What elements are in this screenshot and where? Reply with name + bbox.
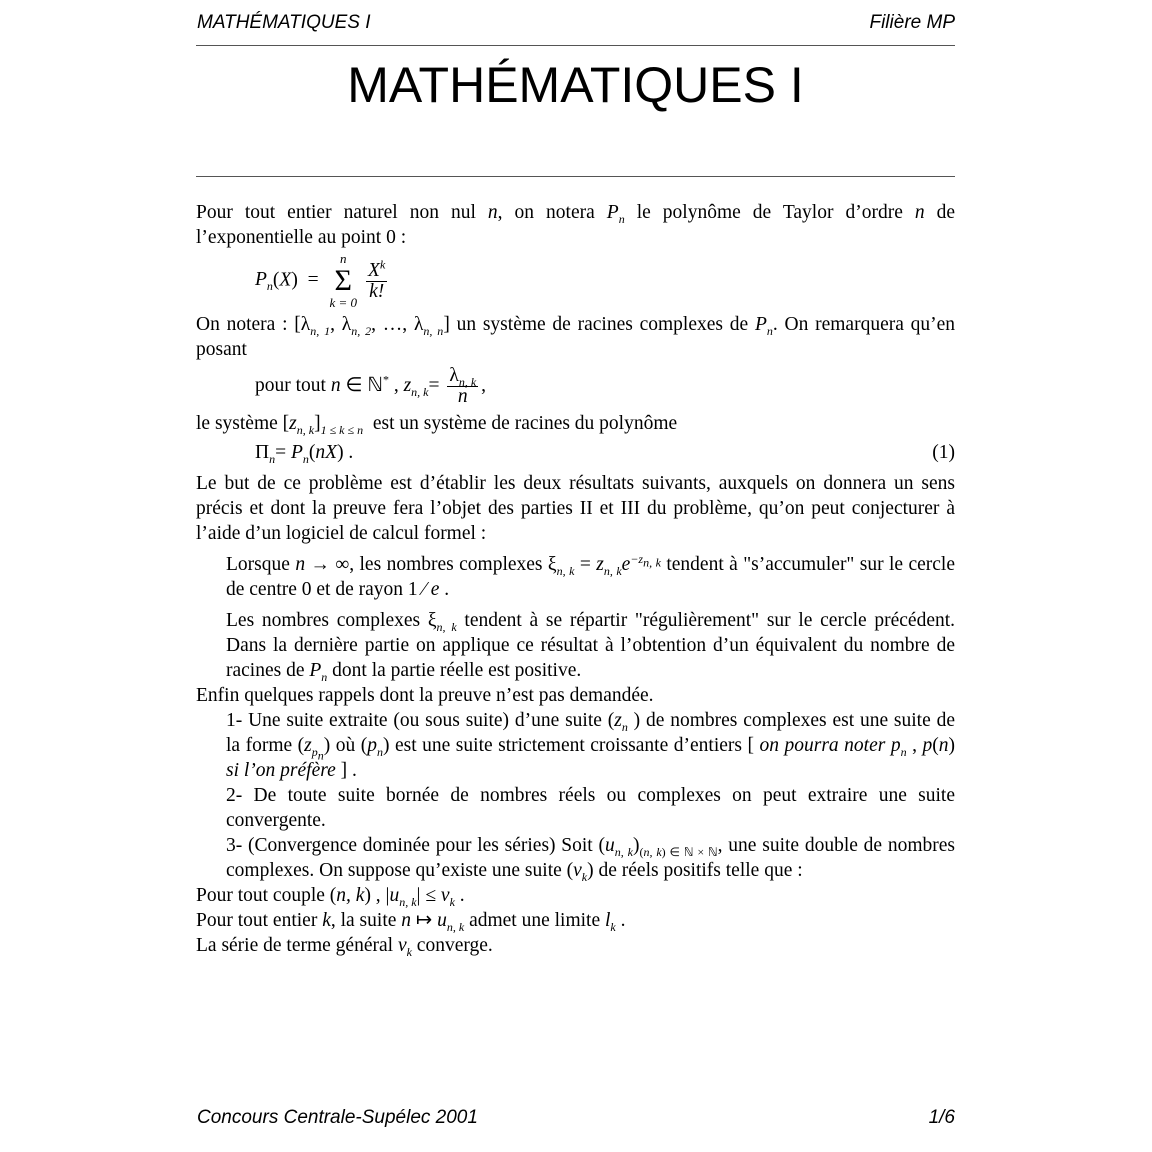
equation-number: (1) [932, 442, 955, 463]
intro-paragraph: Pour tout entier naturel non nul n, on notera $P_n$ le polynôme de Taylor d’ordre n de l’exponentielle au point 0 : [196, 202, 956, 248]
result-2: Les nombres complexes $\xi_{n, k}$ tendent à se répartir "régulièrement" sur le cercle précédent. Dans la dernière partie on applique ce résultat à l’obtention d’un équivalent du nombre de racines de $P_n$ dont la partie réelle est positive. [226, 610, 956, 684]
taylor-formula: $P_n(X)$ = n Σ k = 0 $\frac{X^k}{k!}$ [255, 251, 386, 310]
condition-3: La série de terme général $v_k$ converge. [196, 935, 493, 959]
running-header-right: Filière MP [869, 12, 955, 33]
footer-contest: Concours Centrale-Supélec 2001 [197, 1107, 478, 1128]
system-paragraph: le système $[z_{n, k}]_{1 \le k \le n}$ est un système de racines du polynôme [196, 413, 678, 437]
z-definition: pour tout n ∈ ℕ* , $z_{n, k}=$ $\frac{\lambda_{n, k}}{n}$ , [255, 365, 487, 407]
roots-paragraph: On notera : [$\lambda_{n, 1}$, $\lambda_{n, 2}$, …, $\lambda_{n, n}$] un système de racines complexes de $P_n$. On remarquera qu’en posant [196, 314, 956, 360]
reminders-intro: Enfin quelques rappels dont la preuve n’est pas demandée. [196, 685, 654, 706]
reminder-1: 1- Une suite extraite (ou sous suite) d’une suite ($z_n$ ) de nombres complexes est une suite de la forme $(z_{p_n})$ où $(p_n)$ est une suite strictement croissante d’entiers [ on pourra noter $p_n$ , p(n) si l’on préfère ] . [226, 710, 956, 781]
condition-1: Pour tout couple (n, k) , $|u_{n, k}| \le v_k$ . [196, 885, 465, 909]
problem-statement [196, 200, 955, 958]
footer-page-number: 1/6 [928, 1107, 955, 1128]
condition-2: Pour tout entier k, la suite n ↦ $u_{n, k}$ admet une limite $l_k$ . [196, 910, 626, 934]
reminder-3: 3- (Convergence dominée pour les séries) Soit $(u_{n, k})_{(n, k) \in ℕ \times ℕ}$, une suite double de nombres complexes. On suppose qu’existe une suite $(v_k)$ de réels positifs telle que : [226, 835, 955, 884]
equation-1: $\Pi_n= P_n(nX)$ . (1) [255, 442, 955, 466]
reminder-2: 2- De toute suite bornée de nombres réels ou complexes on peut extraire une suite convergente. [226, 785, 955, 831]
header-rule [196, 45, 955, 46]
result-1: Lorsque n → ∞, les nombres complexes $\xi_{n, k} = z_{n, k}e^{-z_{n, k}}$ tendent à "s’accumuler" sur le cercle de centre 0 et de rayon 1 ⁄ e . [226, 551, 956, 600]
running-header-left: MATHÉMATIQUES I [197, 12, 371, 33]
goal-paragraph: Le but de ce problème est d’établir les deux résultats suivants, auxquels on donnera un sens précis et dont la preuve fera l’objet des parties II et III du problème, qu’on peut conjecturer à l’aide d’un logiciel de calcul formel : [196, 473, 955, 544]
page-title: MATHÉMATIQUES I [347, 57, 804, 113]
title-rule [196, 176, 955, 177]
